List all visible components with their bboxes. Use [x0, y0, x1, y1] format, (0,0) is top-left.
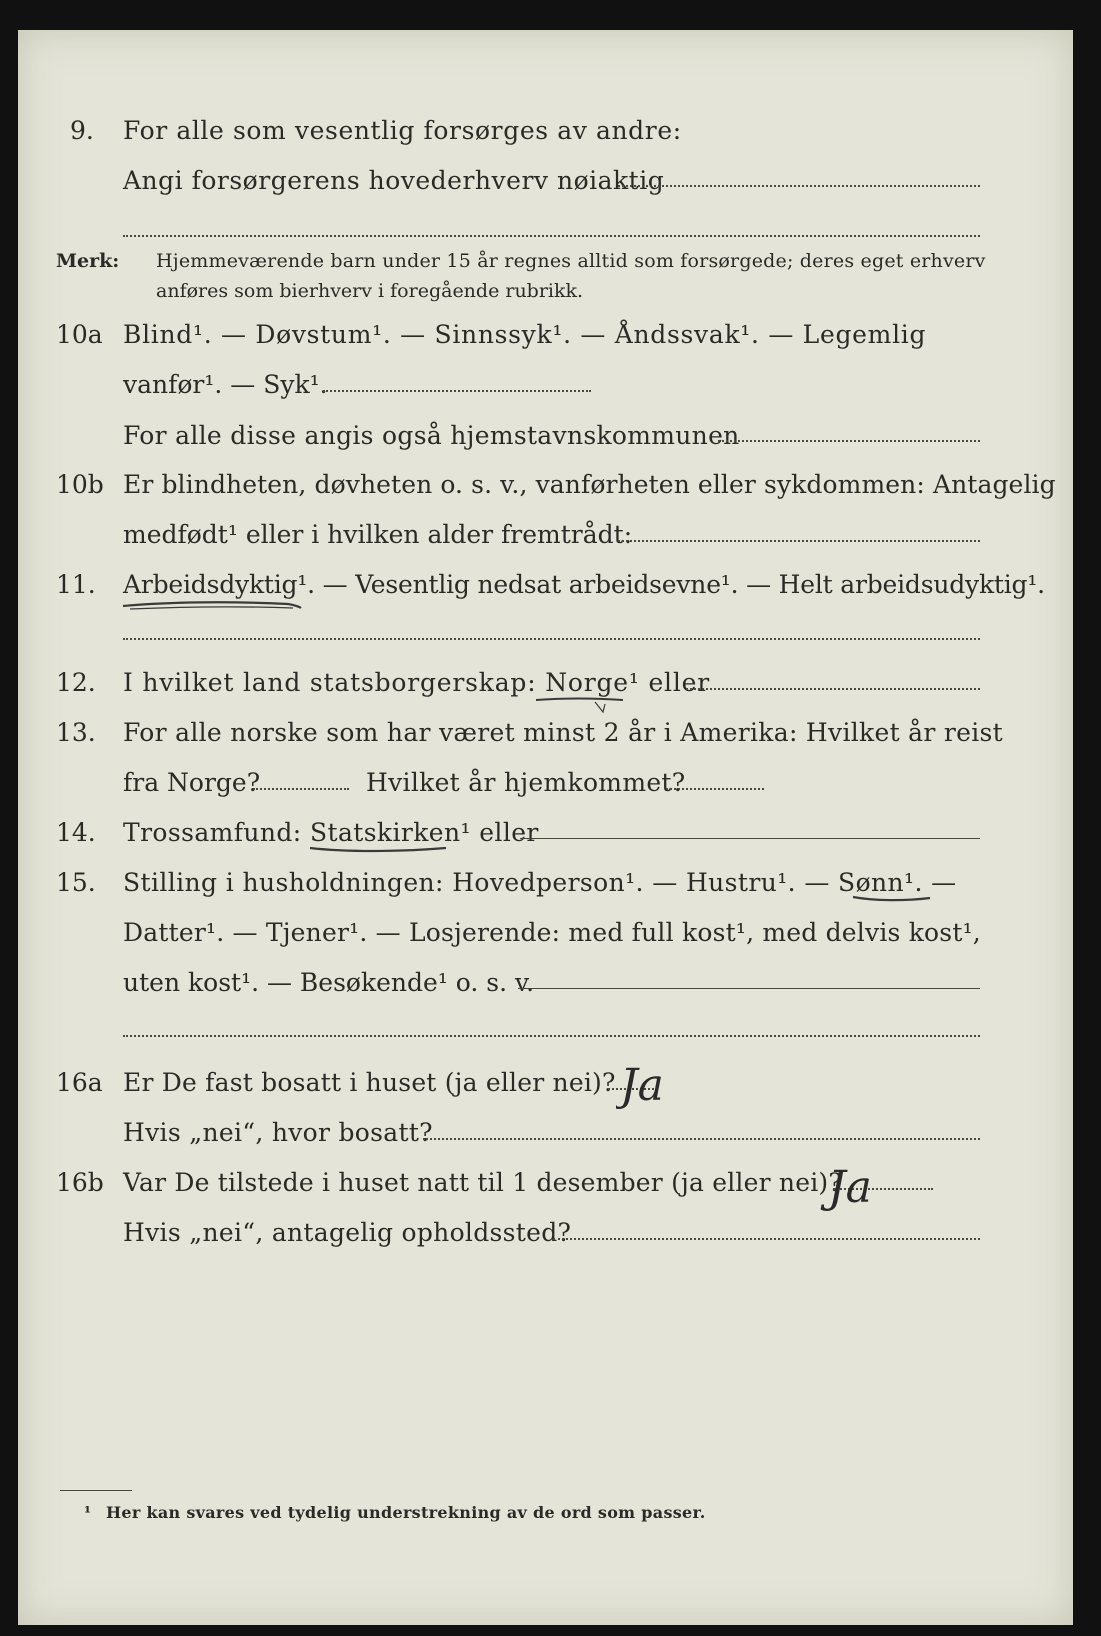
- q16b-opholdssted-answer-line: [553, 1238, 980, 1240]
- q9-number: 9.: [70, 116, 94, 145]
- q10b-line2: medfødt¹ eller i hvilken alder fremtrådt:: [123, 520, 633, 549]
- handwritten-underline-arbeidsdyktig: [118, 596, 308, 616]
- q13-line2a: fra Norge?: [123, 768, 261, 797]
- footnote-text: Her kan svares ved tydelig understrekning av de ord som passer.: [106, 1503, 706, 1522]
- footnote-mark: ¹: [84, 1503, 92, 1522]
- q11-answer-line: [123, 638, 980, 640]
- q14-number: 14.: [56, 818, 96, 847]
- q14-answer-line: [520, 838, 980, 839]
- q15-line2: Datter¹. — Tjener¹. — Losjerende: med full kost¹, med delvis kost¹,: [123, 918, 981, 947]
- q12-line1: I hvilket land statsborgerskap: Norge¹ eller: [123, 668, 710, 697]
- q11-line1: Arbeidsdyktig¹. — Vesentlig nedsat arbeidsevne¹. — Helt arbeidsudyktig¹.: [123, 570, 1045, 599]
- merk-label: Merk:: [56, 250, 120, 272]
- q15-number: 15.: [56, 868, 96, 897]
- q10a-number: 10a: [56, 320, 103, 349]
- q16b-number: 16b: [56, 1168, 104, 1197]
- q16a-line1: Er De fast bosatt i huset (ja eller nei)?: [123, 1068, 616, 1097]
- q13-number: 13.: [56, 718, 96, 747]
- q9-line1: For alle som vesentlig forsørges av andre:: [123, 116, 682, 145]
- handwritten-answer-ja-16a: [616, 1058, 721, 1120]
- q16a-bosatt-answer-line: [423, 1138, 980, 1140]
- handwritten-underline-sonn: [850, 892, 940, 906]
- census-form-page: [18, 30, 1073, 1625]
- q15-answer-line: [518, 988, 980, 989]
- q13-reist-answer-line: [253, 788, 349, 790]
- q11-number: 11.: [56, 570, 96, 599]
- q15-line3: uten kost¹. — Besøkende¹ o. s. v.: [123, 968, 535, 997]
- footnote-rule: [60, 1490, 132, 1491]
- merk-line1: Hjemmeværende barn under 15 år regnes alltid som forsørgede; deres eget erhverv: [156, 250, 986, 272]
- q15-answer-line-2: [123, 1035, 980, 1037]
- q14-line1: Trossamfund: Statskirken¹ eller: [123, 818, 539, 847]
- q15-line1: Stilling i husholdningen: Hovedperson¹. — Hustru¹. — Sønn¹. —: [123, 868, 957, 897]
- q10a-answer-line-2: [718, 440, 980, 442]
- q16a-number: 16a: [56, 1068, 103, 1097]
- handwritten-ja-16b-text: Ja: [828, 1162, 872, 1213]
- q16b-line2: Hvis „nei“, antagelig opholdssted?: [123, 1218, 572, 1247]
- q9-answer-line: [618, 185, 980, 187]
- q10b-line1: Er blindheten, døvheten o. s. v., vanførheten eller sykdommen: Antagelig: [123, 470, 1056, 499]
- q12-answer-line: [686, 688, 980, 690]
- q9-answer-line-2: [123, 235, 980, 237]
- q13-line1: For alle norske som har været minst 2 år i Amerika: Hvilket år reist: [123, 718, 1004, 747]
- merk-line2: anføres som bierhverv i foregående rubrikk.: [156, 280, 584, 302]
- handwritten-underline-norge: [533, 694, 633, 716]
- q10b-answer-line: [618, 540, 980, 542]
- q10a-line3: For alle disse angis også hjemstavnskommunen: [123, 421, 740, 450]
- handwritten-ja-16a-text: Ja: [620, 1060, 664, 1111]
- q10a-answer-line: [323, 390, 591, 392]
- q10b-number: 10b: [56, 470, 104, 499]
- q10a-line1: Blind¹. — Døvstum¹. — Sinnssyk¹. — Åndssvak¹. — Legemlig: [123, 320, 927, 349]
- q16b-line1: Var De tilstede i huset natt til 1 desember (ja eller nei)?: [123, 1168, 842, 1197]
- q12-number: 12.: [56, 668, 96, 697]
- handwritten-answer-ja-16b: [818, 1158, 943, 1224]
- q9-line2: Angi forsørgerens hovederhverv nøiaktig: [123, 166, 665, 195]
- q16a-line2: Hvis „nei“, hvor bosatt?: [123, 1118, 433, 1147]
- q13-line2b: Hvilket år hjemkommet?: [366, 768, 686, 797]
- q10a-line2: vanfør¹. — Syk¹.: [123, 370, 328, 399]
- handwritten-underline-statskirken: [306, 842, 456, 858]
- q13-hjemkommet-answer-line: [666, 788, 764, 790]
